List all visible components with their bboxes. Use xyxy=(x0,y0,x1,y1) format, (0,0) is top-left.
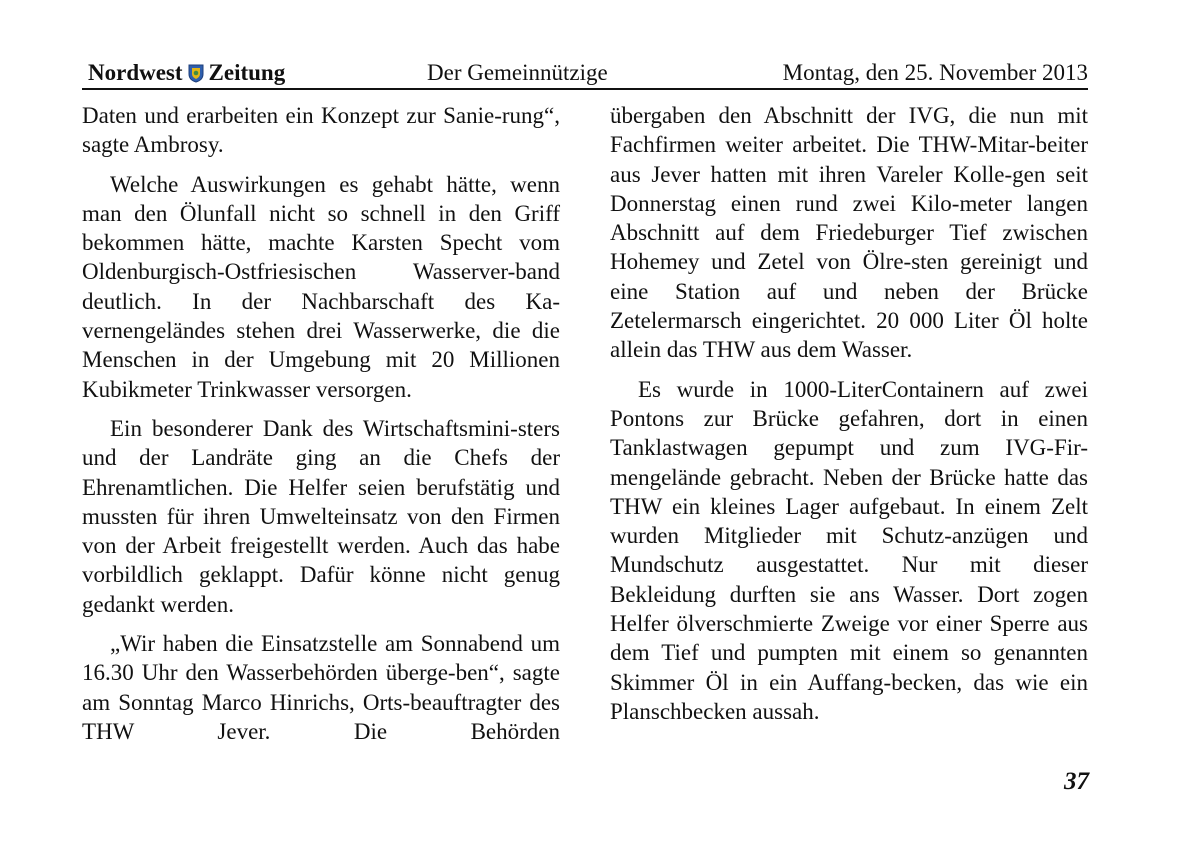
left-text-column xyxy=(82,101,560,746)
issue-date: Montag, den 25. November 2013 xyxy=(782,60,1088,85)
paragraph: Es wurde in 1000-LiterContainern auf zwei Pontons zur Brücke gefahren, dort in einen Tanklastwagen gepumpt und zum IVG-Fir-mengelände gebracht. Neben der Brücke hatte das THW ein kleines Lager aufgebaut. In einem Zelt wurden Mitglieder mit Schutz-anzügen und Mundschutz ausgestattet. Nur mit dieser Bekleidung durften sie ans Wasser. Dort zogen Helfer ölverschmierte Zweige vor einer Sperre aus dem Tief und pumpten mit einem so genannten Skimmer Öl in ein Auffang-becken, das wie ein Planschbecken aussah. xyxy=(610,376,1088,724)
page-header xyxy=(82,58,1088,90)
newspaper-masthead xyxy=(88,60,285,86)
paragraph: Welche Auswirkungen es gehabt hätte, wenn man den Ölunfall nicht so schnell in den Griff bekommen hätte, machte Karsten Specht vom Oldenburgisch-Ostfriesischen Wasserver-band deutlich. In der Nachbarschaft des Ka-vernengeländes stehen drei Wasserwerke, die die Menschen in der Umgebung mit 20 Millionen Kubikmeter Trinkwasser versorgen. xyxy=(82,171,560,402)
page-number: 37 xyxy=(1064,768,1089,795)
paragraph: Daten und erarbeiten ein Konzept zur Sanie-rung“, sagte Ambrosy. xyxy=(82,103,560,158)
brand-name-part2: Zeitung xyxy=(208,60,286,85)
paragraph: „Wir haben die Einsatzstelle am Sonnabend um 16.30 Uhr den Wasserbehörden überge-ben“, sagte am Sonntag Marco Hinrichs, Orts-beauftragter des THW Jever. Die Behörden xyxy=(82,631,560,744)
right-text-column xyxy=(610,101,1088,726)
coat-of-arms-icon xyxy=(188,64,204,83)
section-title: Der Gemeinnützige xyxy=(427,60,608,85)
paragraph: übergaben den Abschnitt der IVG, die nun mit Fachfirmen weiter arbeitet. Die THW-Mitar-beiter aus Jever hatten mit ihren Vareler Kolle-gen seit Donnerstag einen rund zwei Kilo-meter langen Abschnitt auf dem Friedeburger Tief zwischen Hohemey und Zetel von Ölre-sten gereinigt und eine Station auf und neben der Brücke Zetelermarsch eingerichtet. 20 000 Liter Öl holte allein das THW aus dem Wasser. xyxy=(610,103,1088,363)
brand-name-part1: Nordwest xyxy=(88,60,183,85)
paragraph: Ein besonderer Dank des Wirtschaftsmini-sters und der Landräte ging an die Chefs der Ehrenamtlichen. Die Helfer seien berufstätig und mussten für ihren Umwelteinsatz von den Firmen von der Arbeit freigestellt werden. Auch das habe vorbildlich geklappt. Dafür könne nicht genug gedankt werden. xyxy=(82,415,560,617)
